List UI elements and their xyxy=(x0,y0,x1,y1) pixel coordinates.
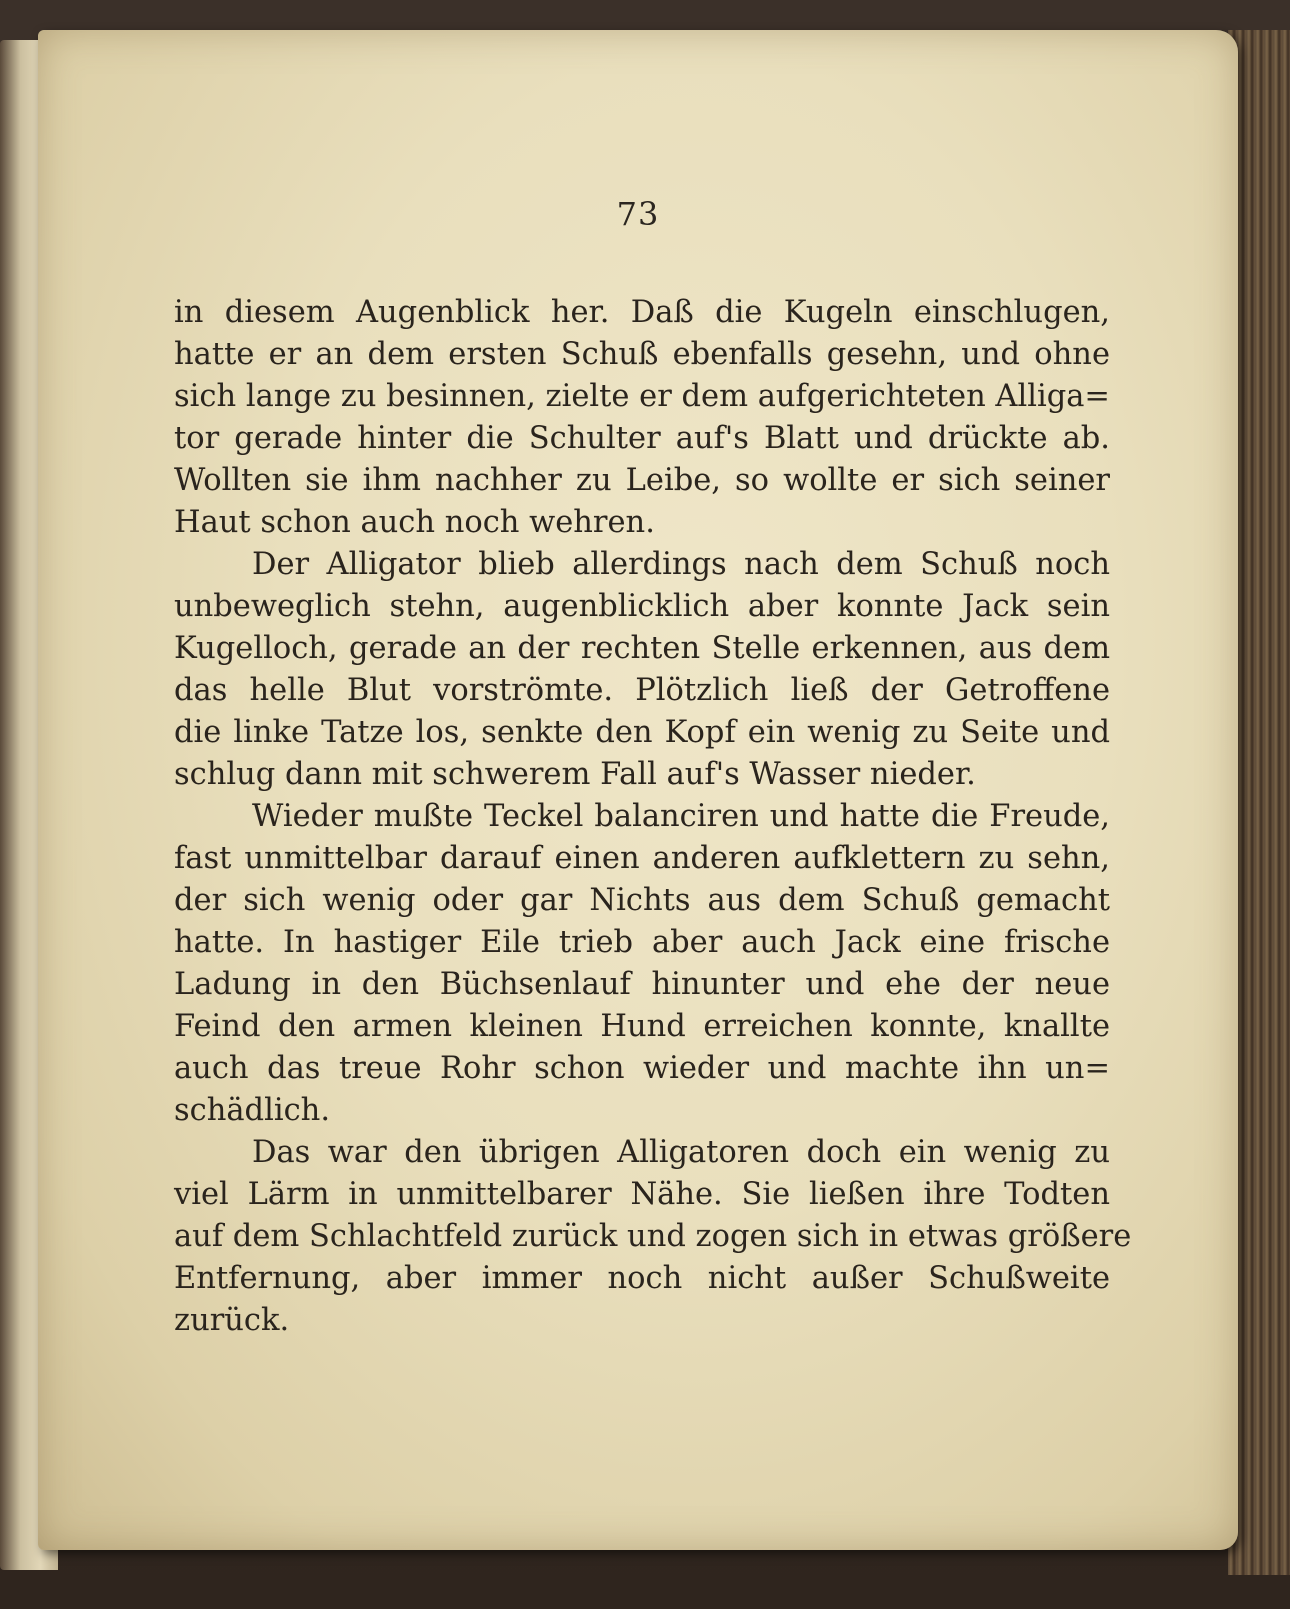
text-line: hatte er an dem ersten Schuß ebenfalls gesehn, und ohne xyxy=(174,337,1110,372)
text-line: fast unmittelbar darauf einen anderen aufklettern zu sehn, xyxy=(174,841,1110,876)
text-line: auch das treue Rohr schon wieder und machte ihn un= xyxy=(174,1051,1110,1086)
page-number: 73 xyxy=(616,195,660,233)
text-line: tor gerade hinter die Schulter auf's Blatt und drückte ab. xyxy=(174,421,1110,456)
text-line: schädlich. xyxy=(174,1093,331,1128)
text-line: zurück. xyxy=(174,1303,290,1338)
text-line: das helle Blut vorströmte. Plötzlich ließ der Getroffene xyxy=(174,673,1110,708)
text-line: Der Alligator blieb allerdings nach dem Schuß noch xyxy=(252,547,1110,582)
text-line: Das war den übrigen Alligatoren doch ein wenig zu xyxy=(252,1135,1110,1170)
text-line: unbeweglich stehn, augenblicklich aber konnte Jack sein xyxy=(174,589,1110,624)
text-line: Kugelloch, gerade an der rechten Stelle erkennen, aus dem xyxy=(174,631,1110,666)
text-line: Entfernung, aber immer noch nicht außer Schußweite xyxy=(174,1261,1110,1296)
text-line: Ladung in den Büchsenlauf hinunter und ehe der neue xyxy=(174,967,1110,1002)
text-line: auf dem Schlachtfeld zurück und zogen sich in etwas größere xyxy=(174,1219,1132,1254)
body-text xyxy=(174,292,1132,1342)
text-line: hatte. In hastiger Eile trieb aber auch Jack eine frische xyxy=(174,925,1110,960)
text-line: der sich wenig oder gar Nichts aus dem Schuß gemacht xyxy=(174,883,1110,918)
text-line: Feind den armen kleinen Hund erreichen konnte, knallte xyxy=(174,1009,1110,1044)
text-line: in diesem Augenblick her. Daß die Kugeln einschlugen, xyxy=(174,295,1110,330)
text-line: sich lange zu besinnen, zielte er dem aufgerichteten Alliga= xyxy=(174,379,1110,414)
text-line: Wollten sie ihm nachher zu Leibe, so wollte er sich seiner xyxy=(174,463,1110,498)
text-line: Wieder mußte Teckel balanciren und hatte die Freude, xyxy=(252,799,1110,834)
text-line: viel Lärm in unmittelbarer Nähe. Sie ließen ihre Todten xyxy=(174,1177,1110,1212)
book-page xyxy=(38,30,1238,1550)
text-line: die linke Tatze los, senkte den Kopf ein wenig zu Seite und xyxy=(174,715,1110,750)
text-line: schlug dann mit schwerem Fall auf's Wasser nieder. xyxy=(174,757,976,792)
text-line: Haut schon auch noch wehren. xyxy=(174,505,655,540)
